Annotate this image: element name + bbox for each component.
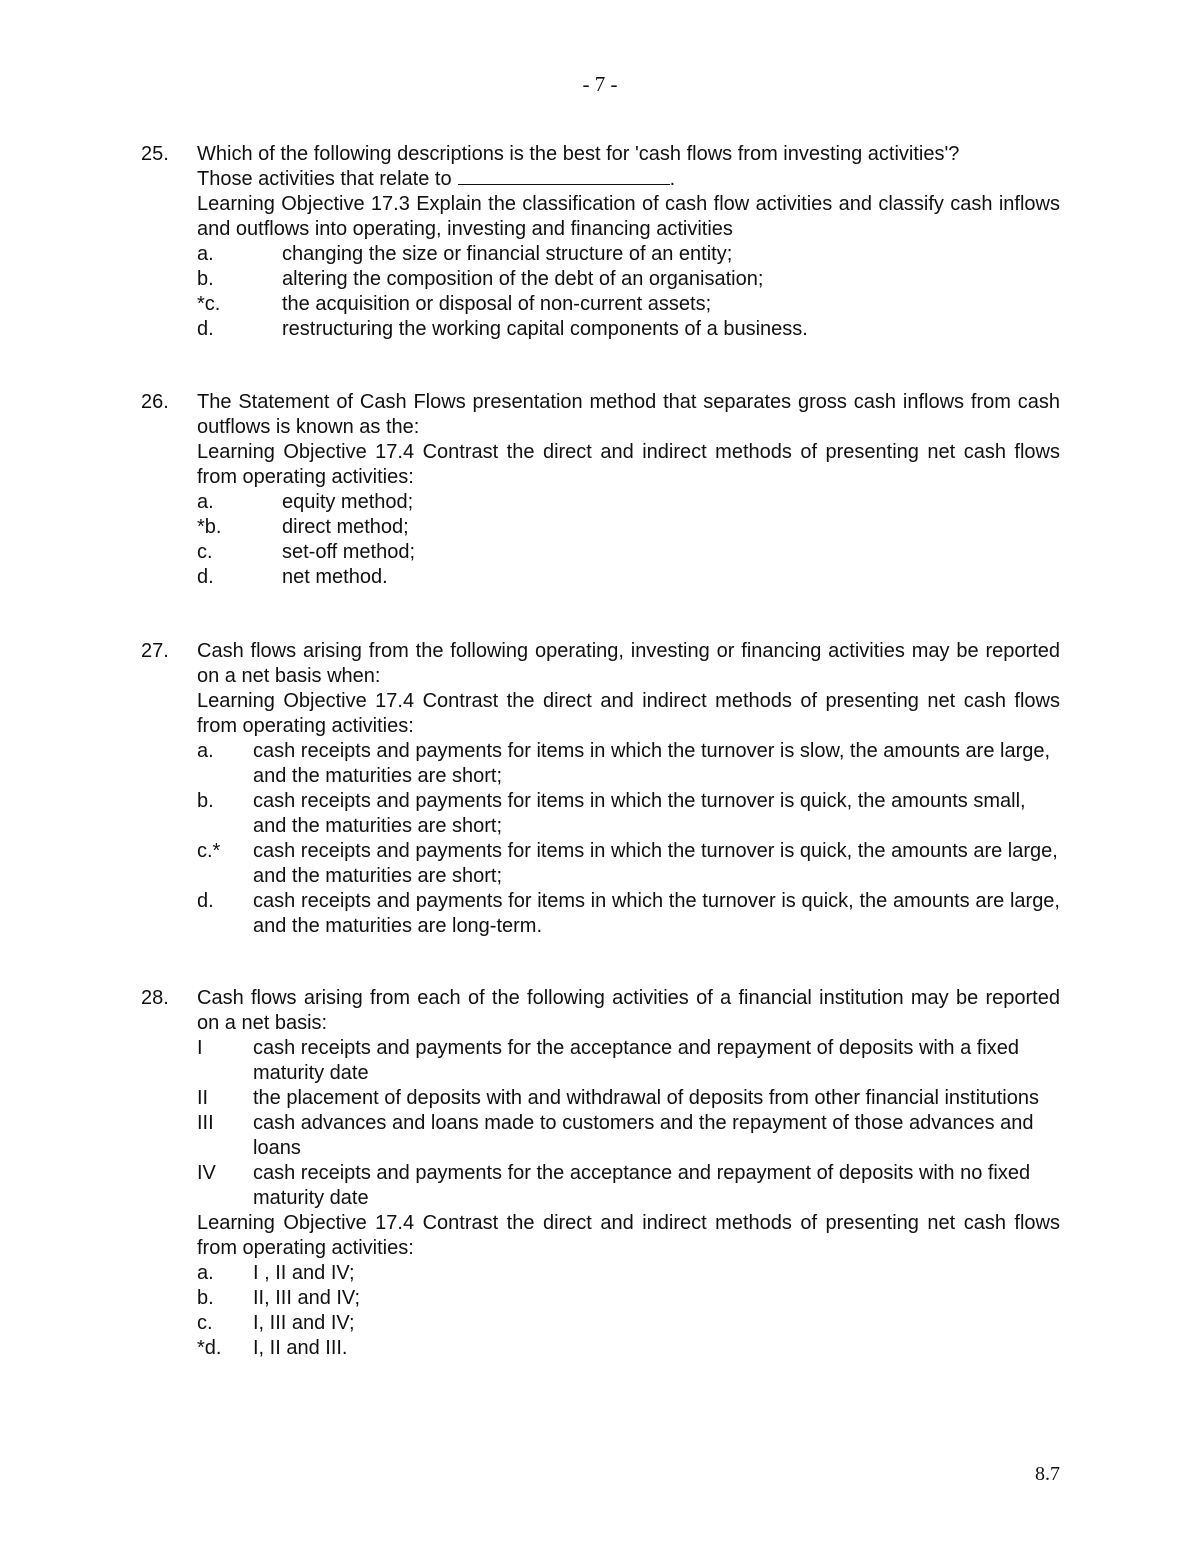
statement-numeral: III	[197, 1112, 214, 1134]
option-d	[197, 889, 1060, 939]
option-text: direct method;	[282, 516, 409, 538]
statement-text: the placement of deposits with and withdrawal of deposits from other financial institutions	[253, 1087, 1039, 1109]
option-letter: d.	[197, 318, 214, 340]
question-27	[141, 639, 1060, 939]
question-body	[197, 639, 1060, 939]
statement-item	[197, 1111, 1060, 1161]
option-c	[197, 540, 1060, 565]
stem-text: Those activities that relate to	[197, 168, 452, 190]
page-header: - 7 -	[582, 72, 618, 96]
option-text: equity method;	[282, 491, 414, 513]
question-stem: The Statement of Cash Flows presentation method that separates gross cash inflows from cash outflows is known as the:	[197, 391, 1060, 438]
answer-blank	[458, 167, 670, 185]
learning-objective: Learning Objective 17.4 Contrast the direct and indirect methods of presenting net cash flows from operating activities:	[197, 690, 1060, 737]
option-text: I , II and IV;	[253, 1262, 355, 1284]
learning-objective: Learning Objective 17.3 Explain the classification of cash flow activities and classify cash inflows and outflows into operating, investing and financing activities	[197, 193, 1060, 240]
learning-objective: Learning Objective 17.4 Contrast the direct and indirect methods of presenting net cash flows from operating activities:	[197, 1212, 1060, 1259]
question-body	[197, 390, 1060, 590]
option-b	[197, 1286, 1060, 1311]
option-a	[197, 490, 1060, 515]
question-body	[197, 142, 1060, 342]
option-c	[197, 292, 1060, 317]
question-number: 27.	[141, 640, 169, 662]
option-d	[197, 317, 1060, 342]
option-letter: a.	[197, 1262, 214, 1284]
option-letter: *c.	[197, 293, 221, 315]
option-letter: b.	[197, 268, 214, 290]
option-d	[197, 565, 1060, 590]
question-stem-continuation	[197, 167, 1060, 192]
statement-text: cash receipts and payments for the acceptance and repayment of deposits with no fixed maturity date	[253, 1162, 1031, 1209]
option-text: the acquisition or disposal of non-current assets;	[282, 293, 712, 315]
statement-item	[197, 1161, 1060, 1211]
blank-suffix: .	[669, 168, 676, 190]
question-stem: Cash flows arising from each of the following activities of a financial institution may be reported on a net basis:	[197, 987, 1060, 1034]
option-c	[197, 839, 1060, 889]
statement-numeral: IV	[197, 1162, 216, 1184]
option-letter: a.	[197, 491, 214, 513]
option-text: II, III and IV;	[253, 1287, 361, 1309]
question-28	[141, 986, 1060, 1361]
option-letter: b.	[197, 1287, 214, 1309]
option-b	[197, 515, 1060, 540]
option-text: set-off method;	[282, 541, 416, 563]
option-text: altering the composition of the debt of an organisation;	[282, 268, 764, 290]
learning-objective: Learning Objective 17.4 Contrast the direct and indirect methods of presenting net cash flows from operating activities:	[197, 441, 1060, 488]
option-letter: c.*	[197, 840, 221, 862]
statement-item	[197, 1086, 1060, 1111]
option-text: cash receipts and payments for items in which the turnover is quick, the amounts are large, and the maturities are long-term.	[253, 890, 1060, 937]
statement-text: cash receipts and payments for the acceptance and repayment of deposits with a fixed maturity date	[253, 1037, 1019, 1084]
statement-text: cash advances and loans made to customers and the repayment of those advances and loans	[253, 1112, 1034, 1159]
option-letter: b.	[197, 790, 214, 812]
option-text: cash receipts and payments for items in which the turnover is quick, the amounts small, and the maturities are short;	[253, 790, 1026, 837]
statement-numeral: I	[197, 1037, 203, 1059]
option-letter: c.	[197, 1312, 213, 1334]
question-body	[197, 986, 1060, 1361]
question-stem: Which of the following descriptions is the best for 'cash flows from investing activities'?	[197, 143, 960, 165]
option-text: net method.	[282, 566, 388, 588]
option-text: restructuring the working capital components of a business.	[282, 318, 808, 340]
statement-numeral: II	[197, 1087, 209, 1109]
option-c	[197, 1311, 1060, 1336]
statement-item	[197, 1036, 1060, 1086]
option-a	[197, 739, 1060, 789]
question-number: 26.	[141, 391, 169, 413]
option-letter: d.	[197, 890, 214, 912]
question-stem: Cash flows arising from the following operating, investing or financing activities may be reported on a net basis when:	[197, 640, 1060, 687]
option-letter: a.	[197, 243, 214, 265]
option-letter: *b.	[197, 516, 222, 538]
question-25	[141, 142, 1060, 342]
option-d	[197, 1336, 1060, 1361]
option-a	[197, 242, 1060, 267]
option-letter: d.	[197, 566, 214, 588]
question-26	[141, 390, 1060, 590]
option-letter: *d.	[197, 1337, 222, 1359]
option-text: I, III and IV;	[253, 1312, 355, 1334]
question-number: 25.	[141, 143, 169, 165]
option-letter: c.	[197, 541, 213, 563]
page-number: 8.7	[1035, 1463, 1060, 1485]
question-number: 28.	[141, 987, 169, 1009]
option-b	[197, 789, 1060, 839]
option-text: cash receipts and payments for items in which the turnover is slow, the amounts are large, and the maturities are short;	[253, 740, 1051, 787]
option-letter: a.	[197, 740, 214, 762]
option-text: changing the size or financial structure of an entity;	[282, 243, 733, 265]
option-text: I, II and III.	[253, 1337, 348, 1359]
option-b	[197, 267, 1060, 292]
option-a	[197, 1261, 1060, 1286]
option-text: cash receipts and payments for items in which the turnover is quick, the amounts are large, and the maturities are short;	[253, 840, 1058, 887]
